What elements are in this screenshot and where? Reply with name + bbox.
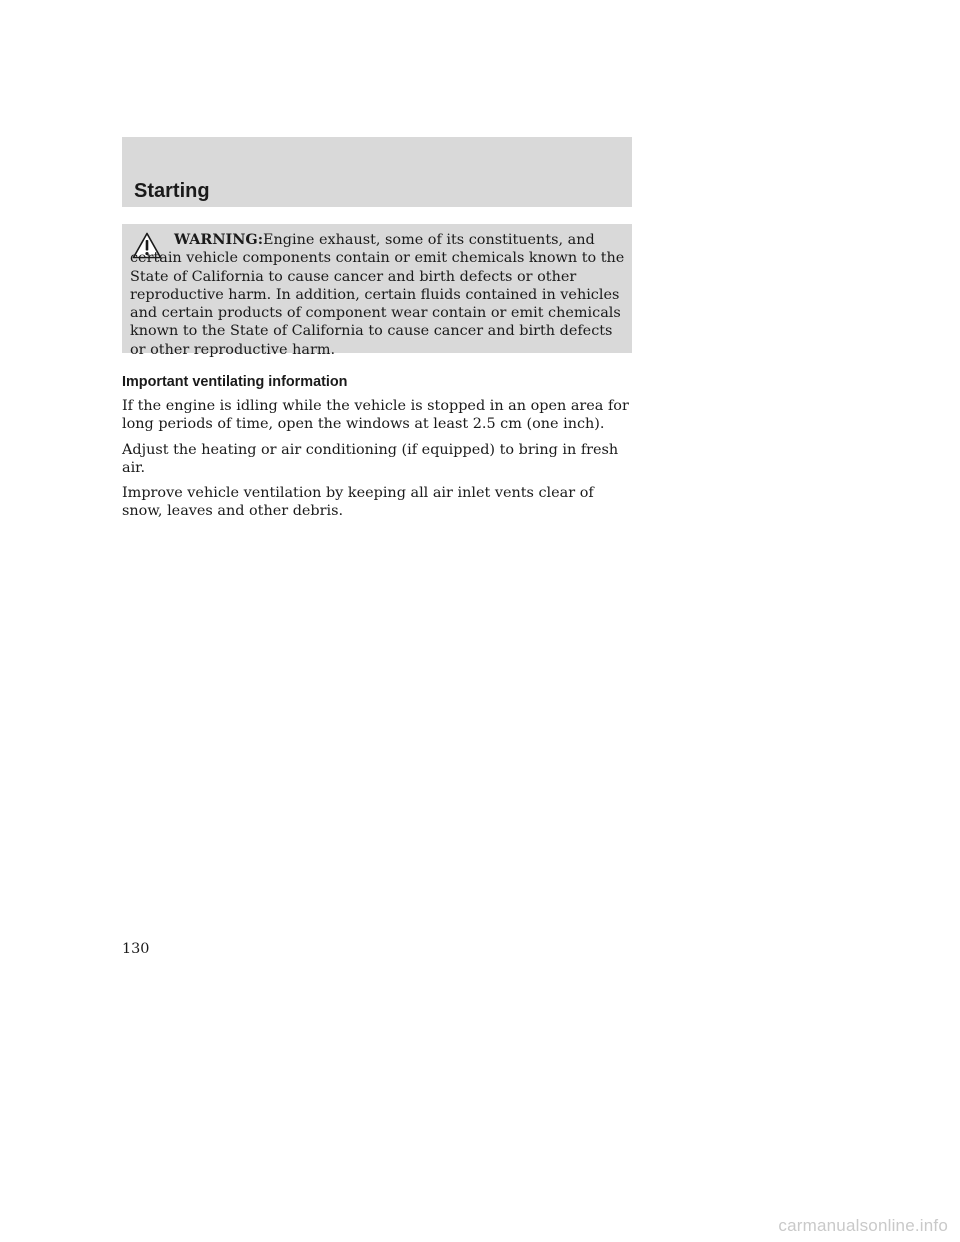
warning-box [122, 224, 632, 358]
ventilation-section [122, 373, 637, 528]
ventilation-paragraph-1: If the engine is idling while the vehicle is stopped in an open area for long periods of time, open the windows at least 2.5 cm (one inch). [122, 398, 629, 433]
section-title: Starting [134, 180, 210, 202]
warning-text [130, 231, 626, 359]
warning-body: Engine exhaust, some of its constituents, and certain vehicle components contain or emit chemicals known to the State of California to cause cancer and birth defects or other reproductive harm. In addition, certain fluids contained in vehicles and certain products of component wear contain or emit chemicals known to the State of California to cause cancer and birth defects or other reproductive harm. [130, 232, 625, 358]
ventilation-paragraph-3: Improve vehicle ventilation by keeping all air inlet vents clear of snow, leaves and other debris. [122, 485, 594, 520]
warning-label: WARNING: [174, 231, 264, 248]
section-header [122, 137, 632, 207]
watermark: carmanualsonline.info [778, 1216, 948, 1235]
ventilation-paragraph-2: Adjust the heating or air conditioning (if equipped) to bring in fresh air. [122, 441, 619, 476]
ventilation-heading: Important ventilating information [122, 374, 348, 390]
page-number: 130 [122, 941, 150, 957]
